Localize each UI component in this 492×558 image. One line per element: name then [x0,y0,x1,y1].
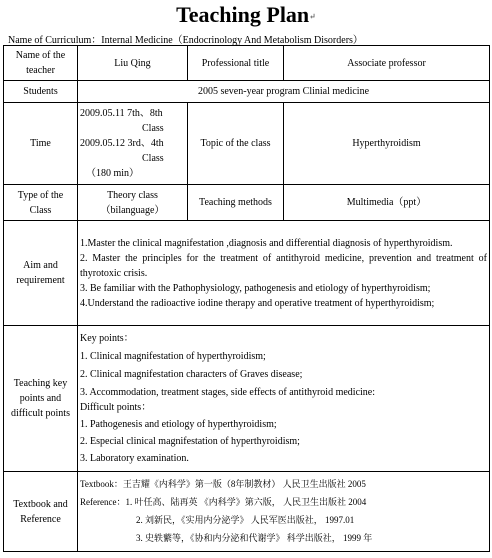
label-methods: Teaching methods [188,185,284,221]
time-value [78,103,188,185]
row-time [4,103,490,185]
time-line: （180 min） [86,168,140,179]
row-textbook [4,472,490,552]
textbook-content [78,472,490,552]
aim-item: 1.Master the clinical magnifestation ,diagnosis and differential diagnosis of hyperthyroidism. [80,237,453,249]
curriculum-name: Name of Curriculum：Internal Medicine（Endocrinology And Metabolism Disorders） [8,35,363,46]
row-students [4,81,490,103]
difficult-point-item: 1. Pathogenesis and etiology of hyperthyroidism; [80,419,277,430]
row-teacher [4,46,490,81]
difficult-points-heading: Difficult points： [80,402,152,413]
key-point-item: 1. Clinical magnifestation of hyperthyroidism; [80,351,266,362]
label-type: Type of the Class [4,185,78,221]
teaching-plan-table [3,45,490,552]
methods-value: Multimedia（ppt） [284,185,490,221]
students-value: 2005 seven-year program Clinial medicine [78,81,490,103]
reference-line: Reference：1. 叶任高、陆再英 《内科学》第六版， 人民卫生出版社 2004 [80,497,367,507]
points-content [78,326,490,472]
time-line: Class [142,153,164,164]
label-students: Students [4,81,78,103]
textbook-line: Textbook：王吉耀《内科学》第一版（8年制教材） 人民卫生出版社 2005 [80,479,366,489]
teacher-name: Liu Qing [78,46,188,81]
difficult-point-item: 2. Especial clinical magnifestation of hyperthyroidism; [80,436,300,447]
row-points [4,326,490,472]
difficult-point-item: 3. Laboratory examination. [80,453,189,464]
aim-item: 4.Understand the radioactive iodine therapy and operative treatment of hyperthyroidism; [80,297,435,309]
aim-content [78,221,490,326]
row-type [4,185,490,221]
key-point-item: 2. Clinical magnifestation characters of Graves disease; [80,369,303,380]
label-topic: Topic of the class [188,103,284,185]
topic-value: Hyperthyroidism [284,103,490,185]
time-line: 2009.05.11 7th、8th [80,108,163,119]
label-aim: Aim and requirement [4,221,78,326]
reference-line: 3. 史轶蘩等，《协和内分泌和代谢学》 科学出版社， 1999 年 [136,533,373,543]
label-professional-title: Professional title [188,46,284,81]
page-title: Teaching Plan↵ [176,2,316,27]
time-line: Class [142,123,164,134]
time-line: 2009.05.12 3rd、4th [80,138,164,149]
reference-line: 2. 刘新民，《实用内分泌学》 人民军医出版社， 1997.01 [136,515,355,525]
key-point-item: 3. Accommodation, treatment stages, side effects of antithyroid medicine: [80,387,376,398]
row-aim [4,221,490,326]
label-time: Time [4,103,78,185]
type-value: Theory class（bilanguage） [78,185,188,221]
label-textbook: Textbook and Reference [4,472,78,552]
label-points: Teaching key points and difficult points [4,326,78,472]
label-teacher: Name of the teacher [4,46,78,81]
aim-item: 2. Master the principles for the treatment of antithyroid medicine, prevention and treatment of thyrotoxic crisis. [80,252,487,279]
key-points-heading: Key points： [80,333,134,344]
professional-title-value: Associate professor [284,46,490,81]
aim-item: 3. Be familiar with the Pathophysiology, pathogenesis and etiology of hyperthyroidism; [80,282,431,294]
